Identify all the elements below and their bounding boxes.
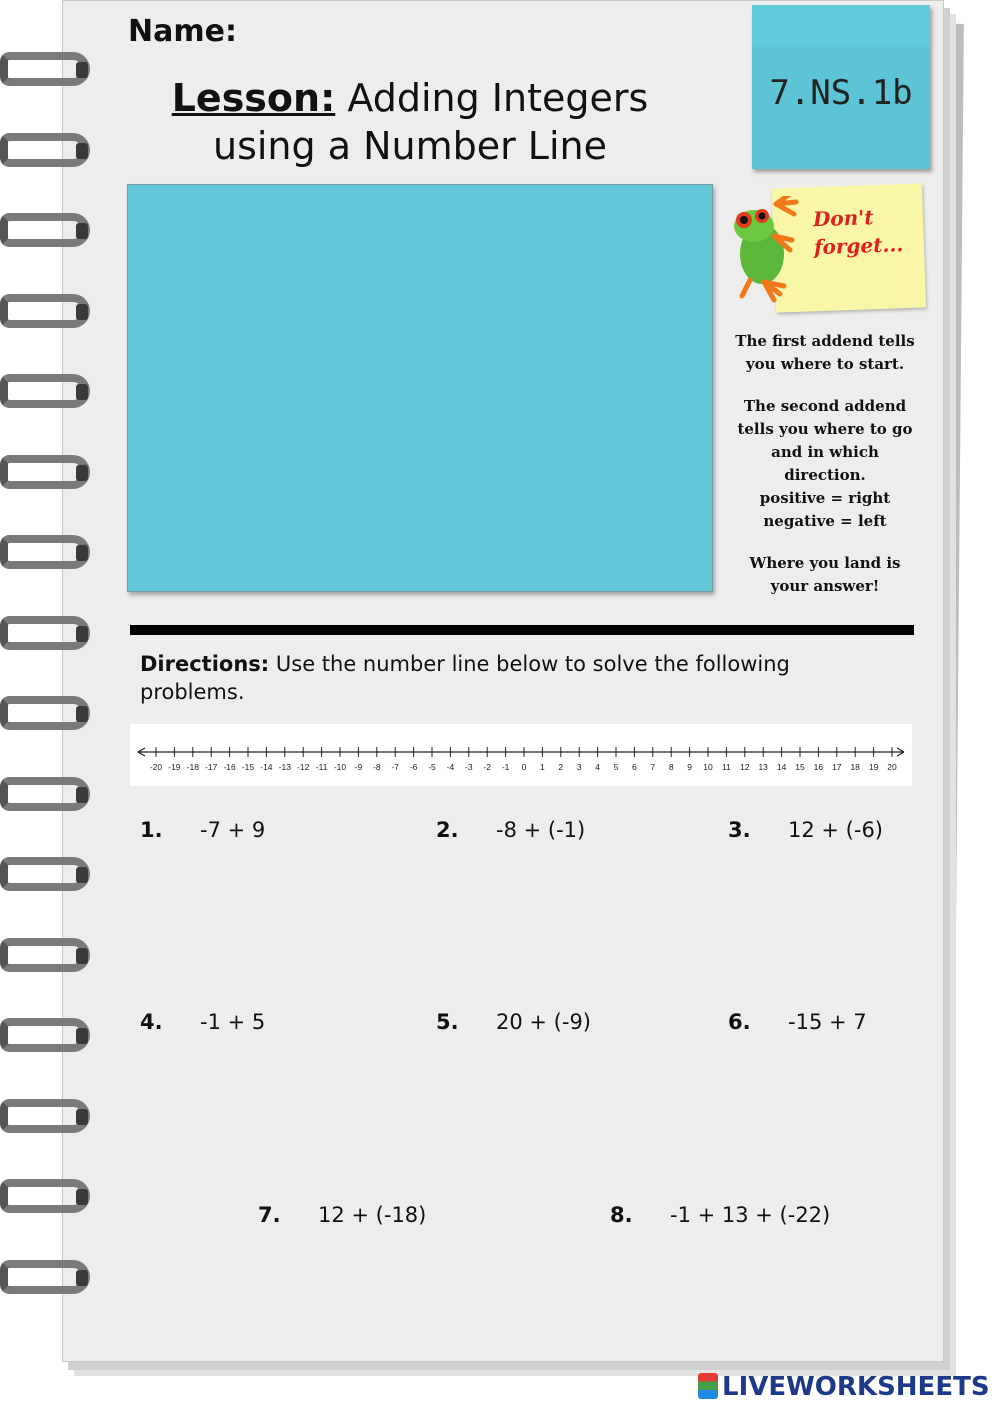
spiral-ring [0, 1173, 100, 1219]
number-line-label: -8 [373, 762, 381, 772]
problem-number: 6. [728, 1010, 751, 1034]
ring-hole [76, 223, 88, 239]
spiral-ring [0, 368, 100, 414]
number-line-label: -7 [391, 762, 399, 772]
ring-hole [76, 626, 88, 642]
number-line-label: 18 [850, 762, 860, 772]
ring-hole [76, 304, 88, 320]
video-embed-area[interactable] [127, 184, 713, 592]
spiral-ring [0, 610, 100, 656]
problem-number: 4. [140, 1010, 163, 1034]
problem-expression: 20 + (-9) [496, 1010, 591, 1034]
frog-icon [724, 196, 808, 304]
spiral-ring [0, 771, 100, 817]
number-line-label: -9 [354, 762, 363, 772]
problem-expression: 12 + (-6) [788, 818, 883, 842]
ring-hole [76, 1189, 88, 1205]
spiral-binding [0, 0, 110, 1408]
problem-expression: -7 + 9 [200, 818, 266, 842]
number-line-label: 2 [558, 762, 564, 772]
number-line-label: 9 [687, 762, 692, 772]
tip-positive: positive = right [759, 489, 891, 507]
directions-text: Use the number line below to solve the following problems. [140, 652, 790, 704]
lesson-label: Lesson: [171, 76, 336, 120]
ring-hole [76, 465, 88, 481]
number-line-label: 15 [795, 762, 805, 772]
number-line-label: 4 [595, 762, 600, 772]
number-line-label: 6 [632, 762, 637, 772]
name-label: Name: [128, 14, 237, 49]
spiral-ring [0, 932, 100, 978]
spiral-ring [0, 207, 100, 253]
number-line-label: -12 [297, 762, 310, 772]
lesson-title [150, 74, 670, 170]
number-line-label: -1 [501, 762, 510, 772]
problem-expression: -8 + (-1) [496, 818, 586, 842]
number-line-label: -2 [483, 762, 491, 772]
number-line-label: 7 [650, 762, 656, 772]
number-line-label: 14 [776, 762, 787, 772]
number-line-label: 13 [758, 762, 768, 772]
ring-hole [76, 867, 88, 883]
reminder-tips [730, 330, 920, 617]
number-line-label: -5 [428, 762, 436, 772]
ring-hole [76, 787, 88, 803]
reminder-note-line2: forget... [813, 232, 904, 260]
number-line-label: -4 [446, 762, 455, 772]
directions-label: Directions: [140, 652, 270, 676]
number-line-label: -14 [260, 762, 273, 772]
number-line-label: 1 [540, 762, 545, 772]
number-line-label: -11 [315, 762, 328, 772]
ring-hole [76, 1028, 88, 1044]
number-line-label: -20 [149, 762, 163, 772]
number-line-label: 16 [813, 762, 824, 772]
ring-hole [76, 62, 88, 78]
number-line-label: -19 [168, 762, 181, 772]
problem-number: 5. [436, 1010, 459, 1034]
directions [140, 650, 880, 706]
spiral-ring [0, 288, 100, 334]
number-line-label: -13 [278, 762, 291, 772]
number-line-label: 20 [887, 762, 897, 772]
tip-answer: Where you land is your answer! [749, 554, 901, 595]
reminder-note-line1: Don't [812, 205, 874, 232]
spiral-ring [0, 690, 100, 736]
problem-number: 7. [258, 1203, 281, 1227]
spiral-ring [0, 1093, 100, 1139]
liveworksheets-watermark[interactable] [698, 1372, 990, 1402]
spiral-ring [0, 1254, 100, 1300]
number-line-label: 10 [703, 762, 713, 772]
section-divider [130, 625, 914, 635]
number-line-label: -16 [223, 762, 236, 772]
ring-hole [76, 384, 88, 400]
ring-hole [76, 143, 88, 159]
number-line-label: 11 [721, 762, 731, 772]
spiral-ring [0, 449, 100, 495]
number-line-label: 3 [576, 762, 582, 772]
lesson-title-line2: using a Number Line [212, 124, 607, 168]
number-line-label: -15 [241, 762, 255, 772]
number-line-label: -17 [205, 762, 218, 772]
spiral-ring [0, 1012, 100, 1058]
number-line-label: -6 [409, 762, 418, 772]
sticky-note-tab [752, 5, 930, 47]
standard-code: 7.NS.1b [769, 73, 913, 113]
problem-expression: -15 + 7 [788, 1010, 867, 1034]
number-line-svg [130, 724, 912, 786]
problem-number: 8. [610, 1203, 633, 1227]
tip-start: The first addend tells you where to start. [735, 332, 915, 373]
number-line-label: 19 [868, 762, 879, 772]
number-line-label: 12 [740, 762, 750, 772]
ring-hole [76, 545, 88, 561]
problem-number: 2. [436, 818, 459, 842]
spiral-ring [0, 529, 100, 575]
problem-expression: 12 + (-18) [318, 1203, 427, 1227]
ring-hole [76, 1270, 88, 1286]
number-line [130, 724, 912, 786]
problem-number: 3. [728, 818, 751, 842]
tip-direction [730, 395, 920, 533]
problem-expression: -1 + 13 + (-22) [670, 1203, 831, 1227]
problem-number: 1. [140, 818, 163, 842]
watermark-text: LIVEWORKSHEETS [722, 1372, 990, 1402]
number-line-label: -3 [465, 762, 473, 772]
ring-hole [76, 706, 88, 722]
tip-direction-text: The second addend tells you where to go and in which direction. [737, 397, 913, 484]
reminder-note-text [812, 201, 924, 261]
liveworksheets-logo-icon [698, 1373, 718, 1399]
ring-hole [76, 1109, 88, 1125]
spiral-ring [0, 127, 100, 173]
number-line-label: 8 [668, 762, 674, 772]
number-line-label: 0 [521, 762, 527, 772]
number-line-label: 5 [613, 762, 619, 772]
number-line-label: -18 [186, 762, 199, 772]
ring-hole [76, 948, 88, 964]
number-line-label: -10 [333, 762, 347, 772]
problem-expression: -1 + 5 [200, 1010, 266, 1034]
lesson-title-line1: Adding Integers [347, 76, 649, 120]
spiral-ring [0, 46, 100, 92]
spiral-ring [0, 851, 100, 897]
tip-negative: negative = left [763, 512, 887, 530]
standard-sticky-note [752, 5, 930, 169]
number-line-label: 17 [832, 762, 842, 772]
